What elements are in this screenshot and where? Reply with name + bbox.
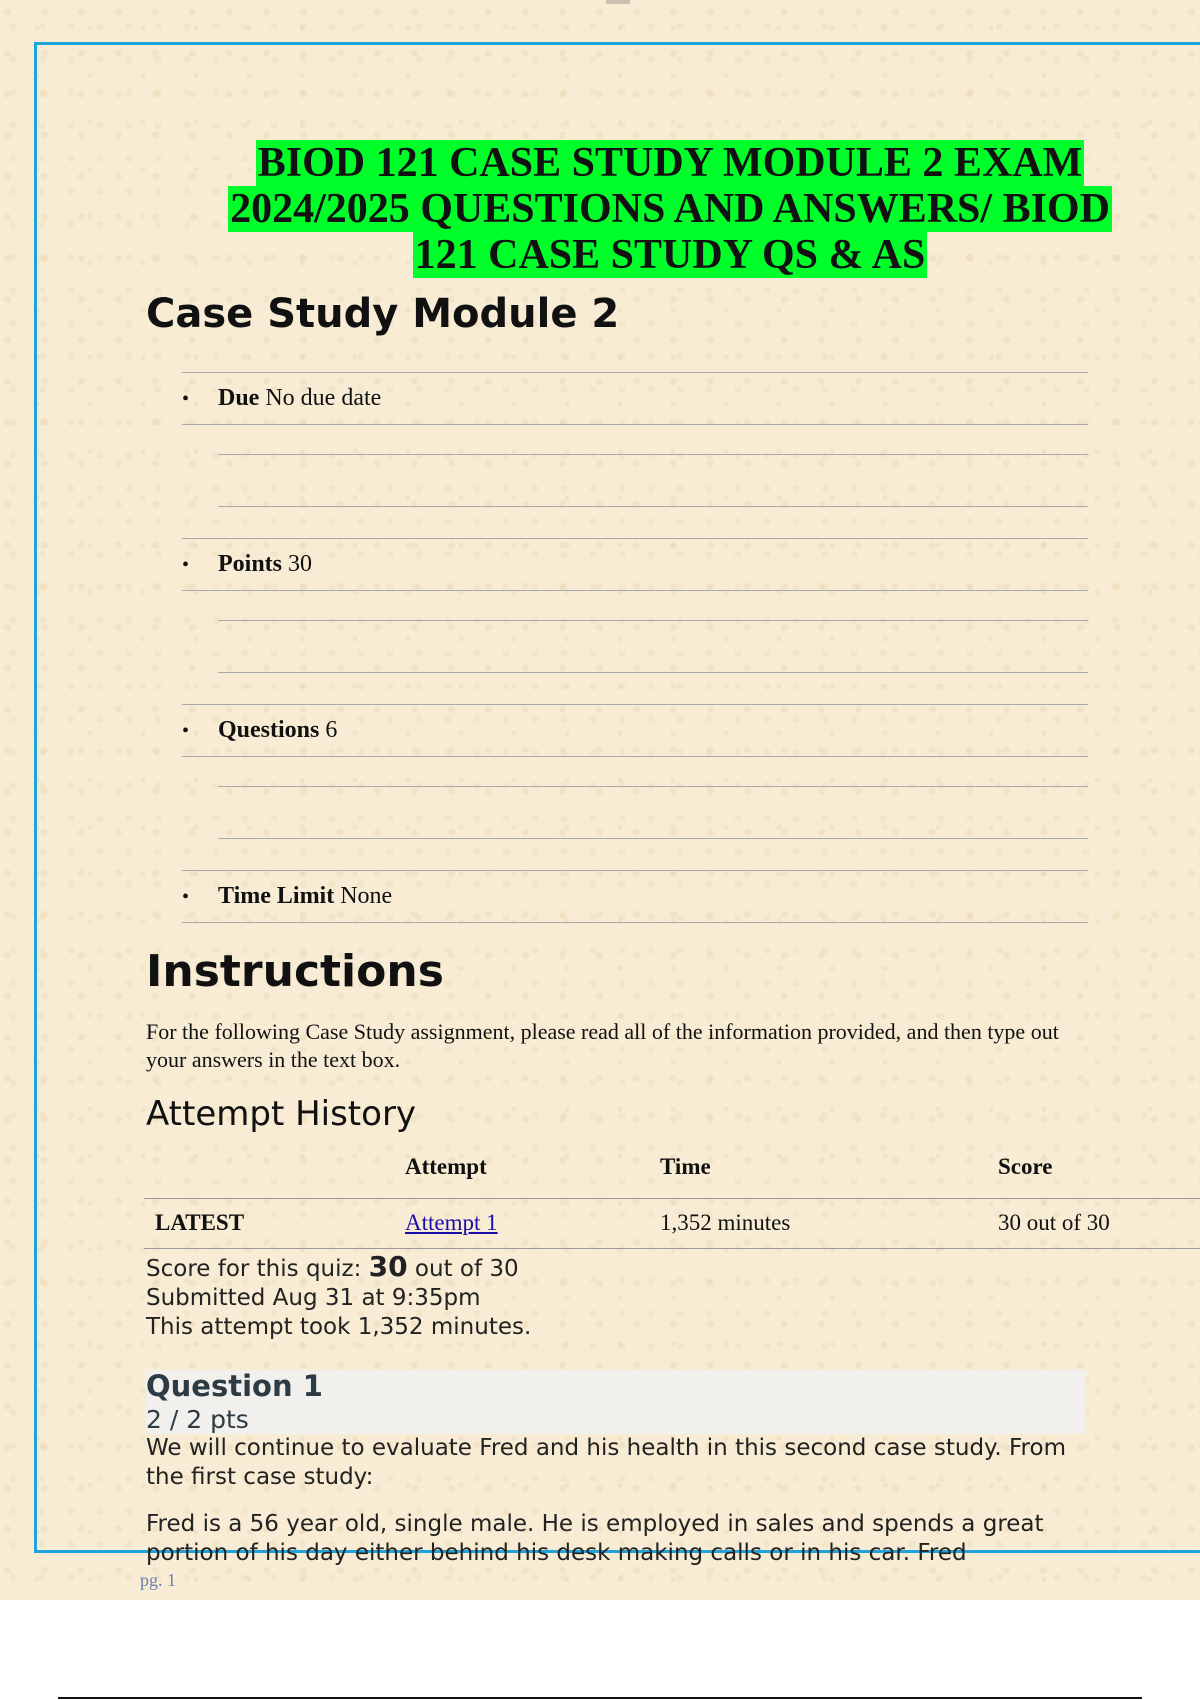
detail-value: 30 — [288, 551, 313, 577]
title-line-1: BIOD 121 CASE STUDY MODULE 2 EXAM — [257, 140, 1083, 186]
question-paragraph: We will continue to evaluate Fred and his health in this second case study. From the first case study: — [146, 1435, 1066, 1490]
module-heading: Case Study Module 2 — [146, 291, 620, 337]
bullet-icon: • — [182, 554, 190, 576]
instructions-text: For the following Case Study assignment, please read all of the information provided, and then type out your answers in the text box. — [146, 1019, 1059, 1072]
bottom-rule — [58, 1697, 1142, 1699]
attempt-time: 1,352 minutes — [660, 1210, 791, 1235]
detail-questions — [182, 704, 1088, 870]
attempt-history-heading: Attempt History — [146, 1094, 417, 1134]
question-points: 2 / 2 pts — [146, 1405, 249, 1434]
question-title: Question 1 — [146, 1369, 323, 1403]
attempt-link[interactable]: Attempt 1 — [405, 1210, 498, 1235]
submitted-line: Submitted Aug 31 at 9:35pm — [146, 1285, 481, 1311]
table-divider — [144, 1248, 1200, 1249]
detail-due — [182, 372, 1088, 538]
duration-line: This attempt took 1,352 minutes. — [146, 1314, 532, 1340]
attempt-status: LATEST — [155, 1210, 245, 1235]
column-header-time: Time — [660, 1154, 711, 1179]
detail-points — [182, 538, 1088, 704]
score-label: Score for this quiz: — [146, 1256, 369, 1282]
detail-value: None — [340, 883, 393, 909]
detail-label: Points — [218, 551, 283, 577]
score-value: 30 — [368, 1250, 408, 1283]
question-body — [146, 1434, 1086, 1586]
detail-value: No due date — [265, 385, 382, 411]
table-divider — [144, 1198, 1200, 1199]
score-total: out of 30 — [407, 1256, 519, 1282]
title-line-2: 2024/2025 QUESTIONS AND ANSWERS/ BIOD — [230, 186, 1110, 232]
column-header-attempt: Attempt — [405, 1154, 487, 1179]
detail-label: Due — [218, 385, 260, 411]
attempt-score: 30 out of 30 — [998, 1210, 1110, 1235]
score-line — [146, 1252, 1046, 1284]
title-line-3: 121 CASE STUDY QS & AS — [414, 232, 926, 278]
detail-label: Time Limit — [218, 883, 335, 909]
page-top-mark — [606, 0, 630, 4]
quiz-summary — [146, 1252, 1046, 1342]
bullet-icon: • — [182, 886, 190, 908]
bullet-icon: • — [182, 388, 190, 410]
detail-label: Questions — [218, 717, 320, 743]
column-header-score: Score — [998, 1154, 1053, 1179]
question-paragraph: Fred is a 56 year old, single male. He is employed in sales and spends a great portion of his day either behind his desk making calls or in his car. Fred — [146, 1511, 1044, 1566]
detail-value: 6 — [325, 717, 338, 743]
bullet-icon: • — [182, 720, 190, 742]
instructions-heading: Instructions — [146, 946, 444, 997]
module-details — [182, 372, 1088, 1036]
document-title — [140, 140, 1200, 278]
page-number: pg. 1 — [140, 1570, 176, 1590]
